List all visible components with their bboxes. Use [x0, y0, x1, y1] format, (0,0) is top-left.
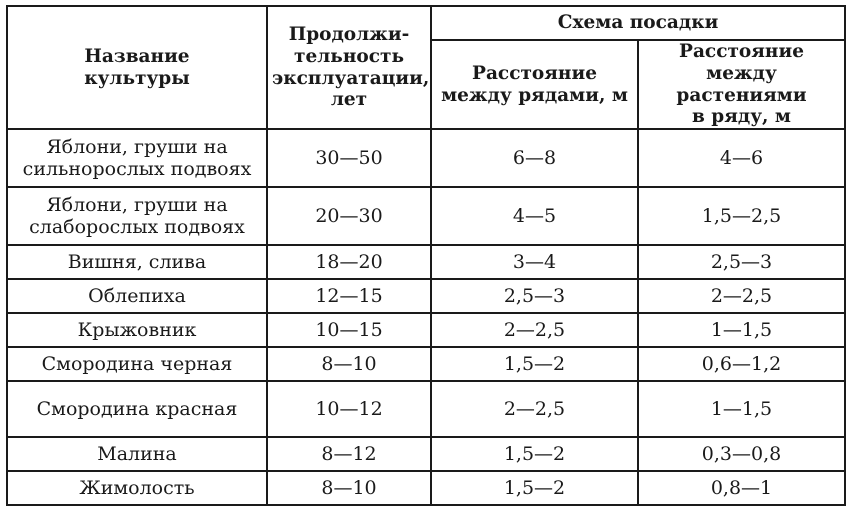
cell-plant-spacing: 1—1,5: [638, 381, 845, 437]
table-row: [7, 381, 845, 437]
cell-plant-spacing: 1—1,5: [638, 313, 845, 347]
header-plant-spacing: Расстояние между растениями в ряду, м: [638, 40, 845, 129]
cell-culture-name: Яблони, груши на сильнорослых подвоях: [7, 129, 267, 187]
cell-culture-name: Смородина черная: [7, 347, 267, 381]
cell-plant-spacing: 0,3—0,8: [638, 437, 845, 471]
table-row: [7, 129, 845, 187]
cell-plant-spacing: 0,8—1: [638, 471, 845, 505]
cell-row-spacing: 1,5—2: [431, 471, 638, 505]
cell-duration: 18—20: [267, 245, 431, 279]
cell-plant-spacing: 1,5—2,5: [638, 187, 845, 245]
cell-duration: 10—15: [267, 313, 431, 347]
cell-row-spacing: 4—5: [431, 187, 638, 245]
table-row: [7, 245, 845, 279]
cell-duration: 20—30: [267, 187, 431, 245]
cell-row-spacing: 2,5—3: [431, 279, 638, 313]
cell-culture-name: Яблони, груши на слаборослых подвоях: [7, 187, 267, 245]
cell-duration: 30—50: [267, 129, 431, 187]
cell-row-spacing: 1,5—2: [431, 437, 638, 471]
cell-row-spacing: 6—8: [431, 129, 638, 187]
header-planting-scheme: Схема посадки: [431, 6, 845, 40]
cell-duration: 8—10: [267, 347, 431, 381]
cell-row-spacing: 1,5—2: [431, 347, 638, 381]
cell-culture-name: Крыжовник: [7, 313, 267, 347]
cell-culture-name: Вишня, слива: [7, 245, 267, 279]
header-row-spacing: Расстояние между рядами, м: [431, 40, 638, 129]
table-row: [7, 437, 845, 471]
cell-culture-name: Малина: [7, 437, 267, 471]
header-duration: Продолжи- тельность эксплуатации, лет: [267, 6, 431, 129]
cell-culture-name: Облепиха: [7, 279, 267, 313]
table-row: [7, 347, 845, 381]
cell-plant-spacing: 2—2,5: [638, 279, 845, 313]
table-row: [7, 187, 845, 245]
cell-culture-name: Смородина красная: [7, 381, 267, 437]
cell-row-spacing: 2—2,5: [431, 313, 638, 347]
header-culture-name: Название культуры: [7, 6, 267, 129]
table-row: [7, 313, 845, 347]
planting-table: [6, 5, 846, 506]
header-row-top: [7, 6, 845, 40]
cell-row-spacing: 3—4: [431, 245, 638, 279]
cell-row-spacing: 2—2,5: [431, 381, 638, 437]
cell-plant-spacing: 4—6: [638, 129, 845, 187]
planting-table-body: [7, 6, 845, 505]
cell-duration: 8—12: [267, 437, 431, 471]
table-row: [7, 471, 845, 505]
cell-duration: 12—15: [267, 279, 431, 313]
table-row: [7, 279, 845, 313]
cell-duration: 10—12: [267, 381, 431, 437]
cell-culture-name: Жимолость: [7, 471, 267, 505]
cell-duration: 8—10: [267, 471, 431, 505]
cell-plant-spacing: 2,5—3: [638, 245, 845, 279]
cell-plant-spacing: 0,6—1,2: [638, 347, 845, 381]
